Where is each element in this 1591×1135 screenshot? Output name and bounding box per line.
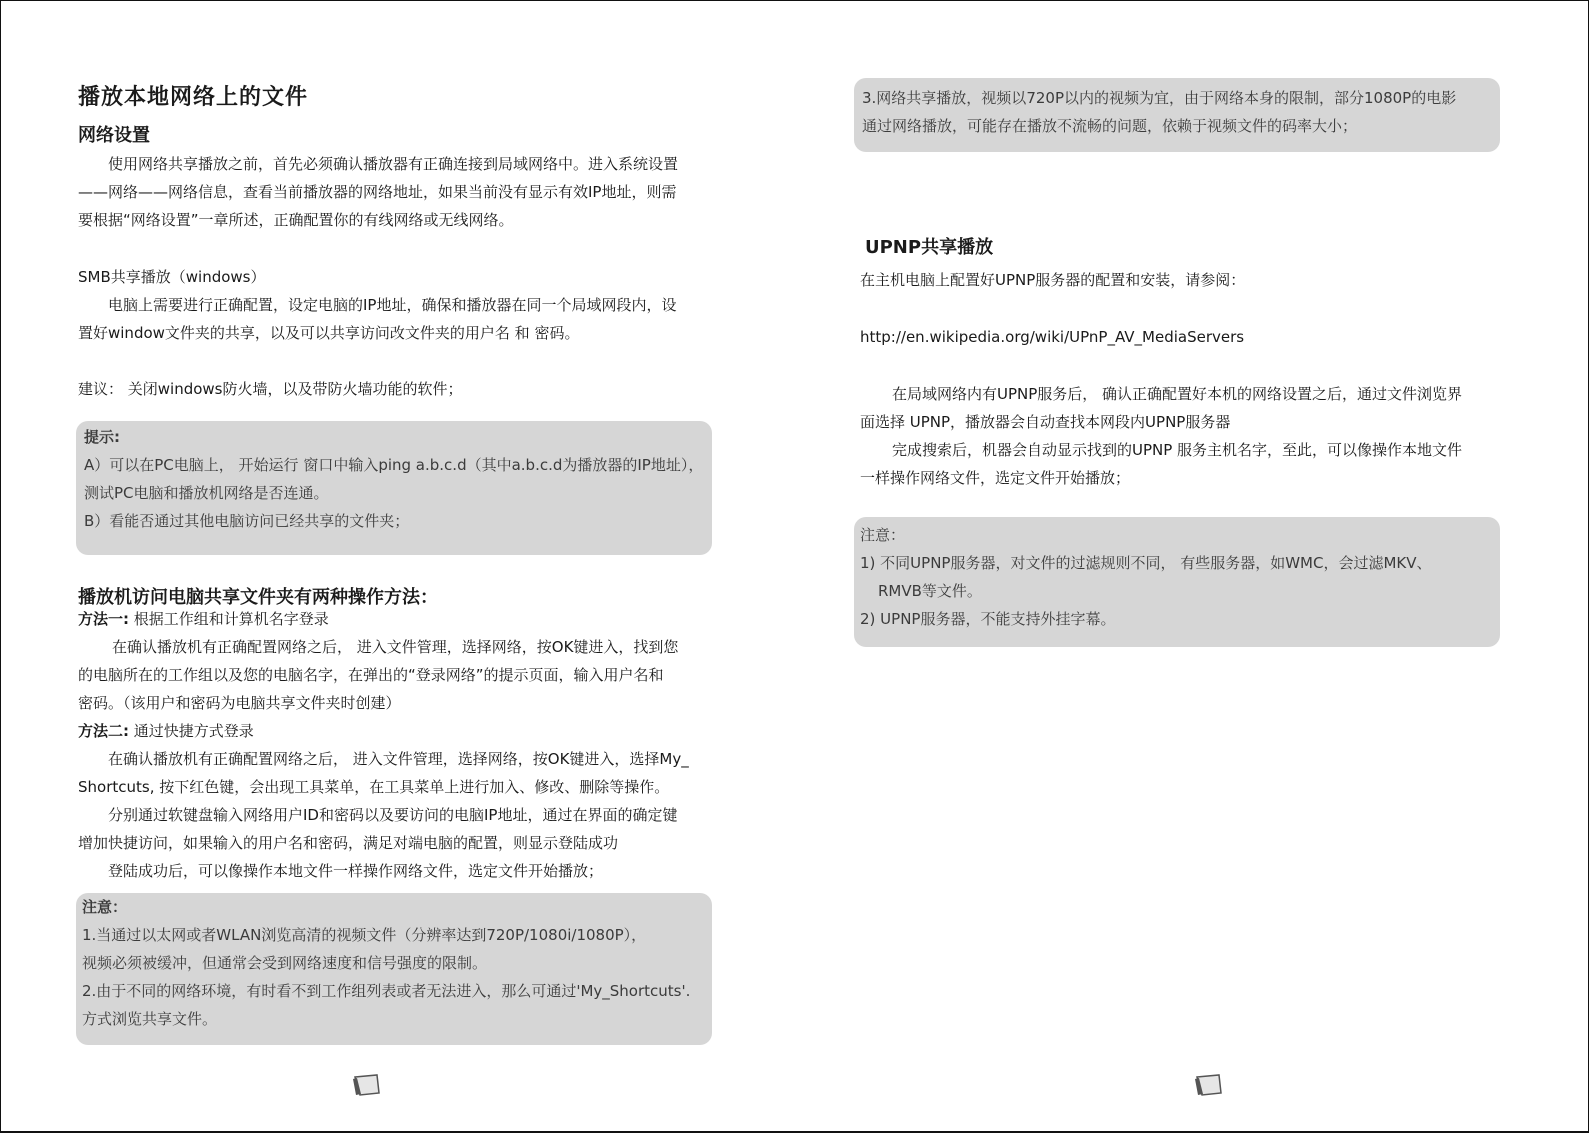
method2-label: 方法二: [78, 722, 129, 740]
upnp-text-line-1: 在局域网络内有UPNP服务后， 确认正确配置好本机的网络设置之后，通过文件浏览界 [892, 385, 1463, 403]
note-box-left [76, 893, 712, 1045]
note-left-line-2: 视频必须被缓冲，但通常会受到网络速度和信号强度的限制。 [82, 954, 488, 972]
method2-text-line-4: 增加快捷访问，如果输入的用户名和密码，满足对端电脑的配置，则显示登陆成功 [78, 834, 619, 852]
note-right-line-1: 1) 不同UPNP服务器，对文件的过滤规则不同， 有些服务器，如WMC，会过滤MKV、 [860, 554, 1432, 572]
tip-line-2: 测试PC电脑和播放机网络是否连通。 [84, 484, 329, 502]
note-left-line-4: 方式浏览共享文件。 [82, 1010, 218, 1028]
methods-heading: 播放机访问电脑共享文件夹有两种操作方法： [78, 587, 438, 608]
page-title: 播放本地网络上的文件 [78, 85, 309, 110]
tip-box [76, 421, 712, 555]
note-right-line-2: RMVB等文件。 [878, 582, 982, 600]
method1-text-line-3: 密码。（该用户和密码为电脑共享文件夹时创建） [78, 694, 401, 712]
page-corner-icon [351, 1074, 381, 1096]
note-right-line-3: 2) UPNP服务器，不能支持外挂字幕。 [860, 610, 1116, 628]
method1-heading [78, 605, 329, 634]
note-left-line-3: 2.由于不同的网络环境，有时看不到工作组列表或者无法进入，那么可通过'My_Shortcuts'. [82, 982, 691, 1000]
intro-line-3: 要根据“网络设置”一章所述，正确配置你的有线网络或无线网络。 [78, 211, 514, 229]
upnp-text-line-2: 面选择 UPNP，播放器会自动查找本网段内UPNP服务器 [860, 413, 1231, 431]
note-title-right: 注意： [860, 526, 906, 544]
network-tip-box [854, 78, 1500, 152]
suggestion-text: 建议： 关闭windows防火墙，以及带防火墙功能的软件； [78, 380, 463, 398]
smb-title: SMB共享播放（windows） [78, 268, 266, 286]
network-tip-line-2: 通过网络播放，可能存在播放不流畅的问题，依赖于视频文件的码率大小； [862, 117, 1358, 135]
intro-line-2: ——网络——网络信息，查看当前播放器的网络地址，如果当前没有显示有效IP地址，则需 [78, 183, 677, 201]
method2-text-line-1: 在确认播放机有正确配置网络之后， 进入文件管理，选择网络，按OK键进入，选择My_ [108, 750, 689, 768]
method2-text-line-3: 分别通过软键盘输入网络用户ID和密码以及要访问的电脑IP地址，通过在界面的确定键 [108, 806, 678, 824]
note-title-left: 注意： [82, 898, 128, 916]
tip-line-3: B）看能否通过其他电脑访问已经共享的文件夹； [84, 512, 410, 530]
page-corner-icon [1193, 1074, 1223, 1096]
method2-heading [78, 717, 254, 746]
tip-line-1: A）可以在PC电脑上， 开始运行 窗口中输入ping a.b.c.d（其中a.b.c.d为播放器的IP地址）， [84, 456, 704, 474]
method1-title: 根据工作组和计算机名字登录 [129, 610, 329, 628]
upnp-heading: UPNP共享播放 [865, 237, 994, 258]
method1-label: 方法一: [78, 610, 129, 628]
network-tip-line-1: 3.网络共享播放，视频以720P以内的视频为宜，由于网络本身的限制，部分1080P的电影 [862, 89, 1457, 107]
intro-line-1: 使用网络共享播放之前，首先必须确认播放器有正确连接到局域网络中。进入系统设置 [108, 155, 679, 173]
note-box-right [854, 517, 1500, 647]
smb-text-line-1: 电脑上需要进行正确配置，设定电脑的IP地址，确保和播放器在同一个局域网段内，设 [108, 296, 677, 314]
method2-text-line-5: 登陆成功后，可以像操作本地文件一样操作网络文件，选定文件开始播放； [108, 862, 604, 880]
upnp-text-line-4: 一样操作网络文件，选定文件开始播放； [860, 469, 1131, 487]
smb-text-line-2: 置好window文件夹的共享，以及可以共享访问改文件夹的用户名 和 密码。 [78, 324, 580, 342]
tip-title: 提示: [84, 428, 120, 446]
upnp-url-link[interactable]: http://en.wikipedia.org/wiki/UPnP_AV_MediaServers [860, 328, 1245, 346]
method1-text-line-2: 的电脑所在的工作组以及您的电脑名字，在弹出的“登录网络”的提示页面，输入用户名和 [78, 666, 664, 684]
method2-title: 通过快捷方式登录 [129, 722, 254, 740]
method2-text-line-2: Shortcuts, 按下红色键，会出现工具菜单，在工具菜单上进行加入、修改、删除等操作。 [78, 778, 670, 796]
network-settings-heading: 网络设置 [78, 125, 150, 146]
upnp-text-line-3: 完成搜索后，机器会自动显示找到的UPNP 服务主机名字，至此，可以像操作本地文件 [892, 441, 1463, 459]
method1-text-line-1: 在确认播放机有正确配置网络之后， 进入文件管理，选择网络，按OK键进入，找到您 [112, 638, 679, 656]
note-left-line-1: 1.当通过以太网或者WLAN浏览高清的视频文件（分辨率达到720P/1080i/1080P）， [82, 926, 647, 944]
upnp-intro: 在主机电脑上配置好UPNP服务器的配置和安装，请参阅： [860, 271, 1246, 289]
